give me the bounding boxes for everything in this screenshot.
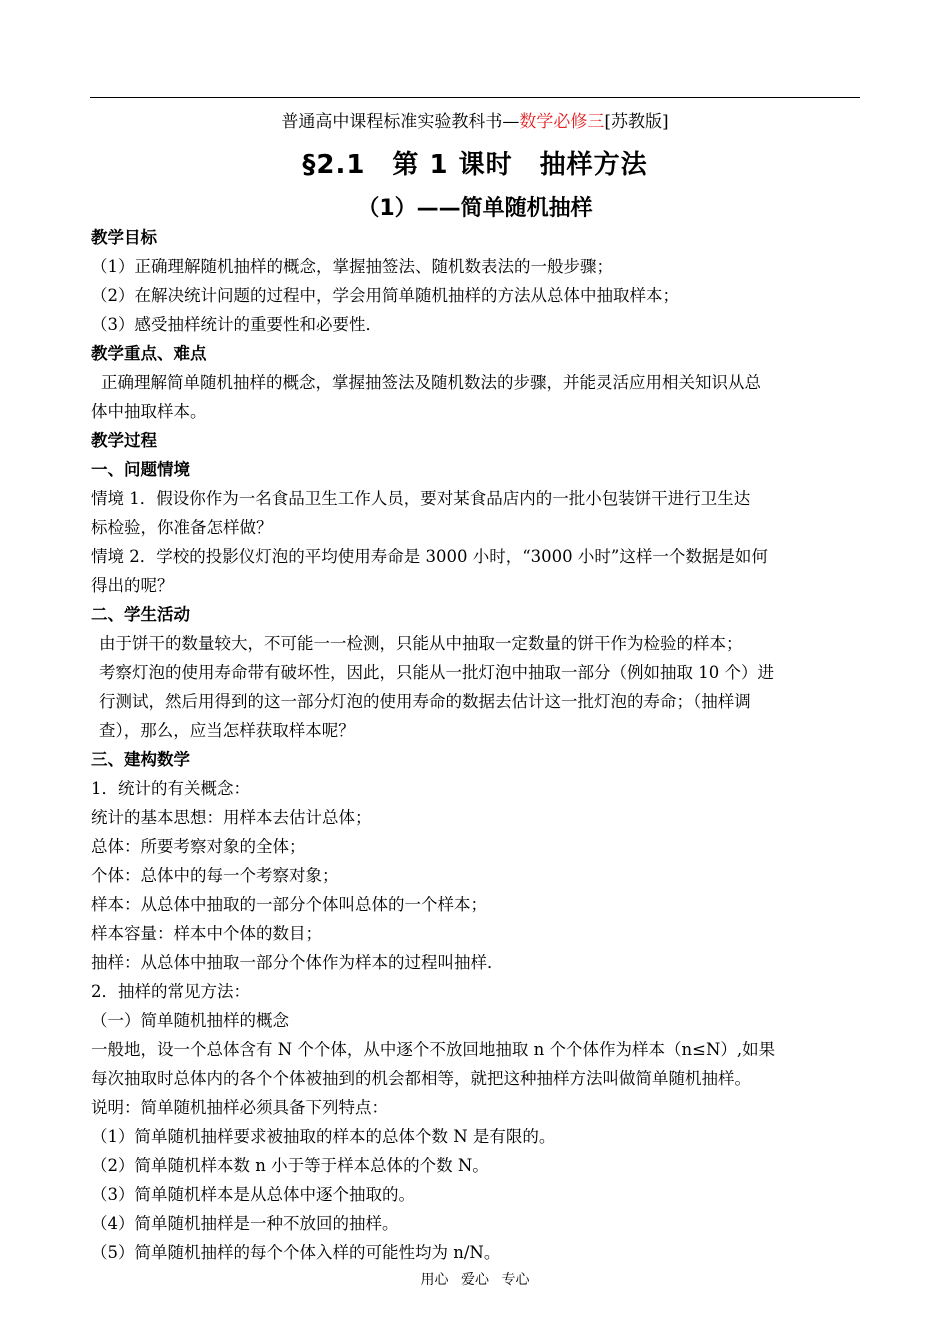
feature-item: （4）简单随机抽样是一种不放回的抽样。 <box>91 1214 399 1233</box>
definition-line: 样本容量：样本中个体的数目； <box>91 924 322 943</box>
body-text-line: 一般地，设一个总体含有 N 个个体，从中逐个不放回地抽取 n 个个体作为样本（n≤N）,如果 <box>91 1040 776 1059</box>
feature-item: （1）简单随机抽样要求被抽取的样本的总体个数 N 是有限的。 <box>91 1127 556 1146</box>
body-text-line: 标检验，你准备怎样做？ <box>91 518 273 537</box>
objective-item: （2）在解决统计问题的过程中，学会用简单随机抽样的方法从总体中抽取样本； <box>91 286 679 305</box>
definition-line: 统计的基本思想：用样本去估计总体； <box>91 808 372 827</box>
body-text-line: 每次抽取时总体内的各个个体被抽到的机会都相等，就把这种抽样方法叫做简单随机抽样。 <box>91 1069 751 1088</box>
subsection-heading-situation: 一、问题情境 <box>91 460 190 479</box>
objective-item: （3）感受抽样统计的重要性和必要性． <box>91 315 382 334</box>
feature-item: （3）简单随机样本是从总体中逐个抽取的。 <box>91 1185 415 1204</box>
body-text-line: 情境 2．学校的投影仪灯泡的平均使用寿命是 3000 小时，“3000 小时”这样一个数据是如何 <box>91 547 768 566</box>
body-text-line: 行测试，然后用得到的这一部分灯泡的使用寿命的数据去估计这一批灯泡的寿命；（抽样调 <box>99 692 751 711</box>
lesson-title: §2.1 第 1 课时 抽样方法 <box>302 150 648 180</box>
body-text-line: （一）简单随机抽样的概念 <box>91 1011 289 1030</box>
body-text-line: 考察灯泡的使用寿命带有破坏性，因此，只能从一批灯泡中抽取一部分（例如抽取 10 个）进 <box>99 663 774 682</box>
definition-line: 总体：所要考察对象的全体； <box>91 837 306 856</box>
body-text-line: 正确理解简单随机抽样的概念，掌握抽签法及随机数法的步骤，并能灵活应用相关知识从总 <box>101 373 761 392</box>
body-text-line: 说明：简单随机抽样必须具备下列特点： <box>91 1098 388 1117</box>
lesson-body <box>91 223 866 1267</box>
header-prefix: 普通高中课程标准实验教科书— <box>281 112 520 132</box>
subsection-heading-construct: 三、建构数学 <box>91 750 190 769</box>
body-text-line: 1．统计的有关概念： <box>91 779 250 798</box>
body-text-line: 情境 1．假设你作为一名食品卫生工作人员，要对某食品店内的一批小包装饼干进行卫生达 <box>91 489 751 508</box>
section-heading-keypoints: 教学重点、难点 <box>91 344 207 363</box>
running-header <box>0 110 950 134</box>
header-highlight: 数学必修三 <box>519 112 605 132</box>
definition-line: 样本：从总体中抽取的一部分个体叫总体的一个样本； <box>91 895 487 914</box>
definition-line: 个体：总体中的每一个考察对象； <box>91 866 339 885</box>
section-heading-objectives: 教学目标 <box>91 228 157 247</box>
definition-line: 抽样：从总体中抽取一部分个体作为样本的过程叫抽样． <box>91 953 504 972</box>
body-text-line: 由于饼干的数量较大，不可能一一检测，只能从中抽取一定数量的饼干作为检验的样本； <box>99 634 743 653</box>
body-text-line: 得出的呢？ <box>91 576 174 595</box>
page-footer: 用心 爱心 专心 <box>420 1272 530 1288</box>
lesson-subtitle: （1）——简单随机抽样 <box>357 196 593 221</box>
body-text-line: 查），那么，应当怎样获取样本呢？ <box>99 721 355 740</box>
objective-item: （1）正确理解随机抽样的概念，掌握抽签法、随机数表法的一般步骤； <box>91 257 613 276</box>
header-rule <box>90 97 860 98</box>
body-text-line: 体中抽取样本。 <box>91 402 207 421</box>
section-heading-process: 教学过程 <box>91 431 157 450</box>
subsection-heading-activity: 二、学生活动 <box>91 605 190 624</box>
feature-item: （5）简单随机抽样的每个个体入样的可能性均为 n/N。 <box>91 1243 501 1262</box>
body-text-line: 2．抽样的常见方法： <box>91 982 250 1001</box>
header-suffix: [苏教版] <box>604 112 669 132</box>
feature-item: （2）简单随机样本数 n 小于等于样本总体的个数 N。 <box>91 1156 489 1175</box>
